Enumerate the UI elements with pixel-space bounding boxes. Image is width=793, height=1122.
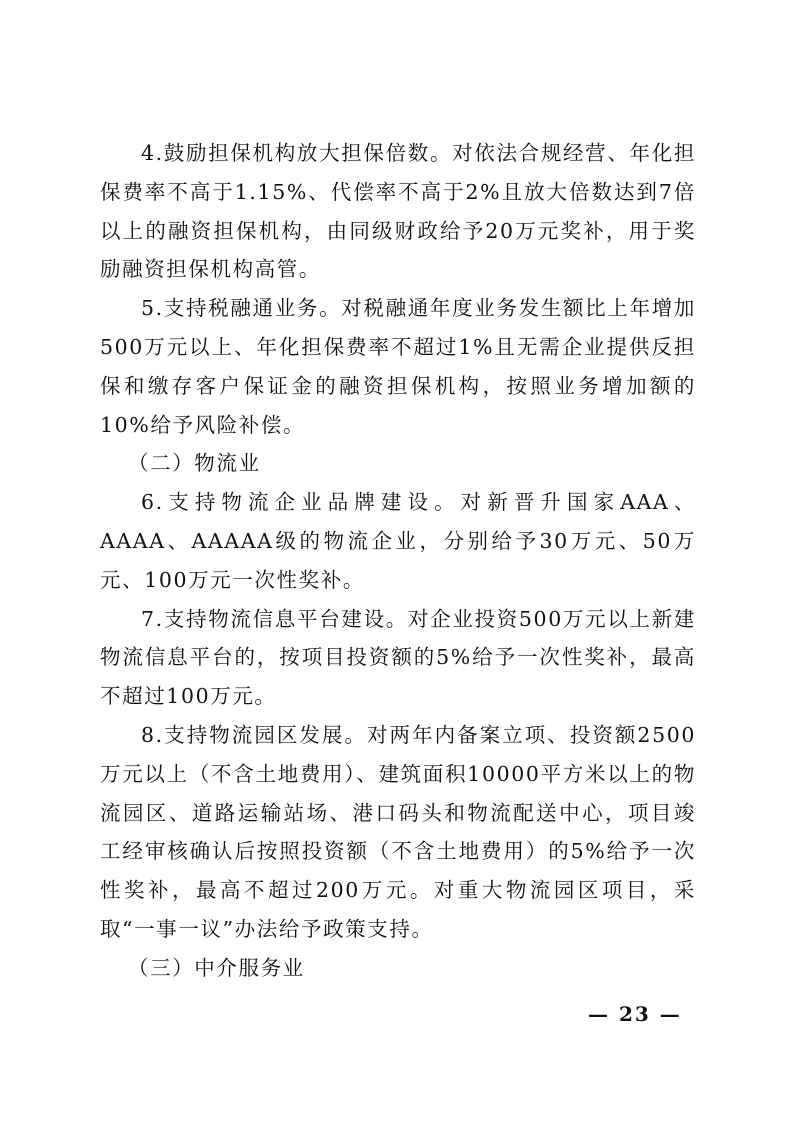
section-heading-intermediary-services: （三）中介服务业 xyxy=(128,955,305,980)
page-number: — 23 — xyxy=(588,1002,682,1026)
paragraph-item-7: 7.支持物流信息平台建设。对企业投资500万元以上新建物流信息平台的，按项目投资额的5%给予一次性奖补，最高不超过100万元。 xyxy=(100,606,696,709)
document-body xyxy=(100,134,696,988)
section-heading-logistics: （二）物流业 xyxy=(128,451,261,476)
paragraph-item-5: 5.支持税融通业务。对税融通年度业务发生额比上年增加500万元以上、年化担保费率不超过1%且无需企业提供反担保和缴存客户保证金的融资担保机构，按照业务增加额的10%给予风险补偿。 xyxy=(100,296,696,437)
paragraph-item-4: 4.鼓励担保机构放大担保倍数。对依法合规经营、年化担保费率不高于1.15%、代偿率不高于2%且放大倍数达到7倍以上的融资担保机构，由同级财政给予20万元奖补，用于奖励融资担保机构高管。 xyxy=(100,141,696,282)
paragraph-item-8: 8.支持物流园区发展。对两年内备案立项、投资额2500万元以上（不含土地费用）、建筑面积10000平方米以上的物流园区、道路运输站场、港口码头和物流配送中心，项目竣工经审核确认后按照投资额（不含土地费用）的5%给予一次性奖补，最高不超过200万元。对重大物流园区项目，采取“一事一议”办法给予政策支持。 xyxy=(100,722,696,941)
paragraph-item-6: 6.支持物流企业品牌建设。对新晋升国家AAA、AAAA、AAAAA级的物流企业，分别给予30万元、50万元、100万元一次性奖补。 xyxy=(100,490,696,592)
